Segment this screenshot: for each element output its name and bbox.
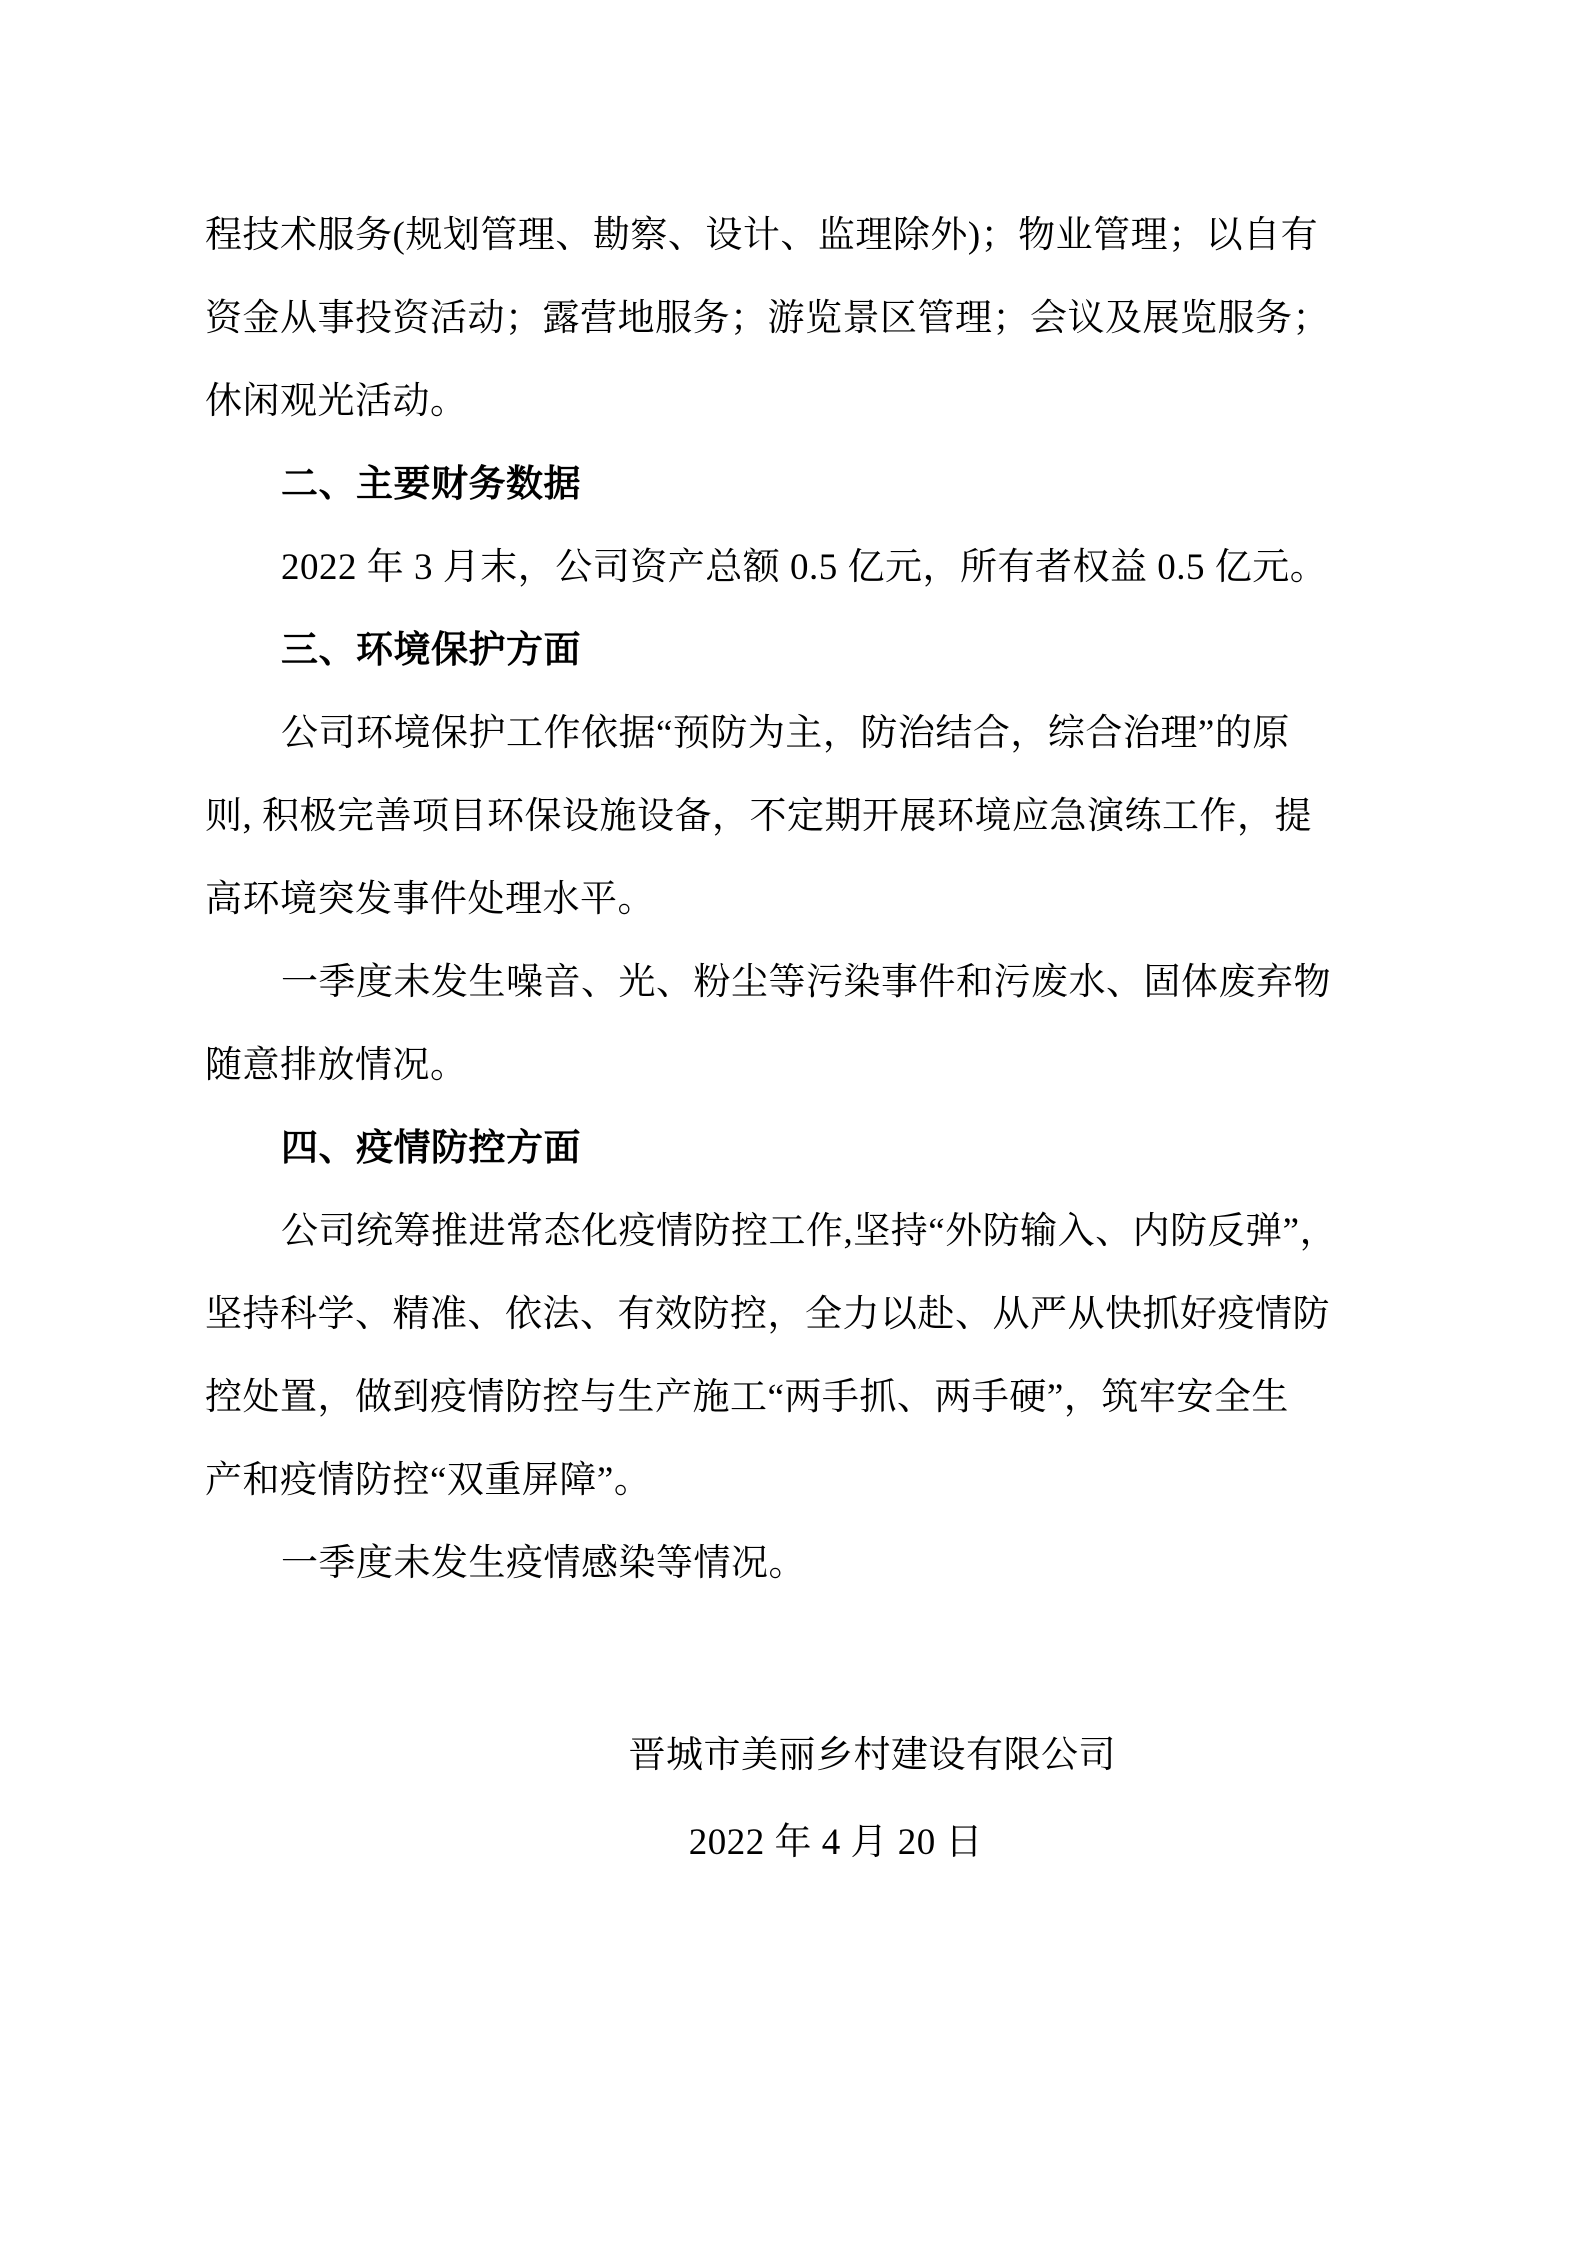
body-line: 公司统筹推进常态化疫情防控工作,坚持“外防输入、内防反弹”， <box>281 1211 1338 1252</box>
body-line: 随意排放情况。 <box>205 1045 468 1086</box>
body-line: 则, 积极完善项目环保设施设备，不定期开展环境应急演练工作，提 <box>205 796 1312 837</box>
body-line: 公司环境保护工作依据“预防为主，防治结合，综合治理”的原 <box>281 713 1290 754</box>
body-line: 坚持科学、精准、依法、有效防控，全力以赴、从严从快抓好疫情防 <box>205 1294 1330 1335</box>
heading-environmental-protection: 三、环境保护方面 <box>281 630 581 671</box>
body-line: 2022 年 3 月末，公司资产总额 0.5 亿元，所有者权益 0.5 亿元。 <box>281 547 1328 588</box>
body-line: 一季度未发生疫情感染等情况。 <box>281 1543 806 1584</box>
body-line: 一季度未发生噪音、光、粉尘等污染事件和污废水、固体废弃物 <box>281 962 1331 1003</box>
body-line: 控处置，做到疫情防控与生产施工“两手抓、两手硬”，筑牢安全生 <box>205 1377 1289 1418</box>
heading-epidemic-prevention: 四、疫情防控方面 <box>281 1128 581 1169</box>
body-line: 产和疫情防控“双重屏障”。 <box>205 1460 652 1501</box>
heading-financial-data: 二、主要财务数据 <box>281 464 581 505</box>
signature-company-name: 晋城市美丽乡村建设有限公司 <box>628 1735 1116 1776</box>
document-body <box>205 213 1353 1624</box>
body-line: 高环境突发事件处理水平。 <box>205 879 655 920</box>
body-line: 资金从事投资活动；露营地服务；游览景区管理；会议及展览服务； <box>205 298 1330 339</box>
signature-date: 2022 年 4 月 20 日 <box>688 1822 983 1863</box>
body-line: 休闲观光活动。 <box>205 381 468 422</box>
body-line: 程技术服务(规划管理、勘察、设计、监理除外)；物业管理；以自有 <box>205 215 1319 256</box>
